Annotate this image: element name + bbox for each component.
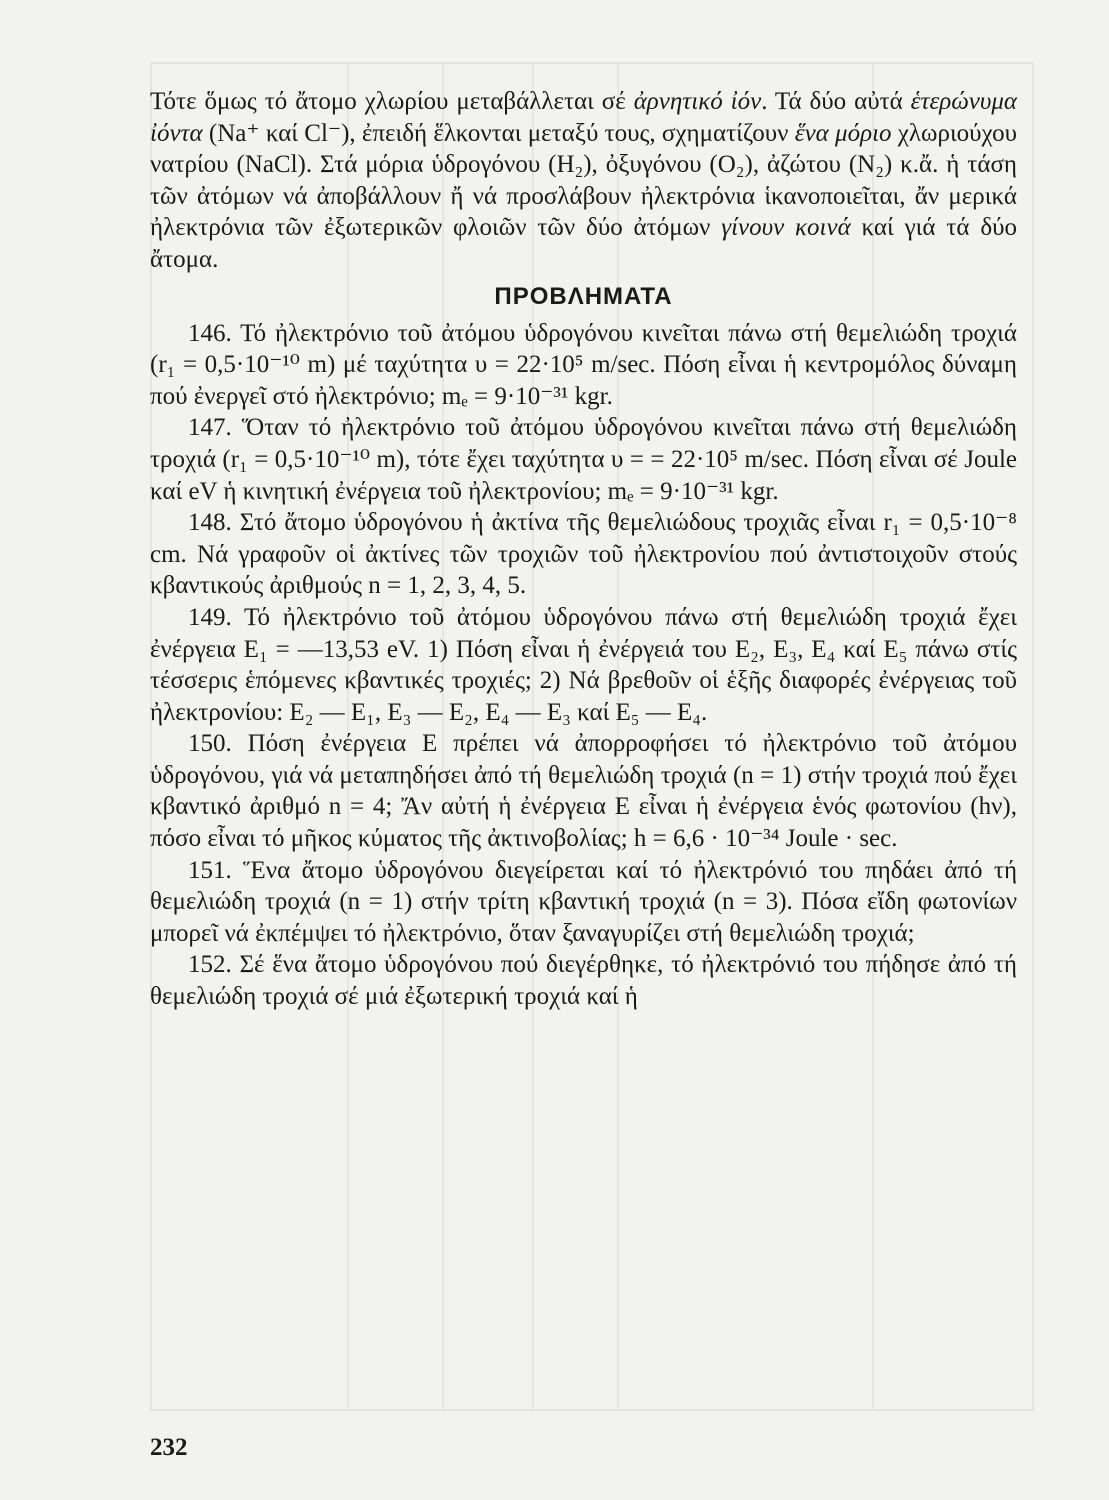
text-block [150,86,1017,1013]
problem-146: 146. Τό ἠλεκτρόνιο τοῦ ἀτόμου ὑδρογόνου κινεῖται πάνω στή θεμελιώδη τροχιά (r₁ = 0,5·10⁻¹⁰ m) μέ ταχύτητα υ = 22·10⁵ m/sec. Πόση εἶναι ἡ κεντρομόλος δύναμη πού ἐνεργεῖ στό ἠλεκτρόνιο; mₑ = 9·10⁻³¹ kgr. [150,319,1017,410]
problem-149: 149. Τό ἠλεκτρόνιο τοῦ ἀτόμου ὑδρογόνου πάνω στή θεμελιώδη τροχιά ἔχει ἐνέργεια E₁ = —13,53 eV. 1) Πόση εἶναι ἡ ἐνέργειά του E₂, E₃, E₄ καί E₅ πάνω στίς τέσσερις ἑπόμενες κβαντικές τροχιές; 2) Νά βρεθοῦν οἱ ἑξῆς διαφορές ἐνέργειας τοῦ ἠλεκτρονίου: E₂ — E₁, E₃ — E₂, E₄ — E₃ καί E₅ — E₄. [150,603,1017,726]
page-number: 232 [150,1434,188,1461]
section-heading: ΠΡΟΒΛΗΜΑΤΑ [494,282,673,310]
problem-152: 152. Σέ ἕνα ἄτομο ὑδρογόνου πού διεγέρθηκε, τό ἠλεκτρόνιό του πήδησε ἀπό τή θεμελιώδη τροχιά σέ μιά ἐξωτερική τροχιά καί ἡ [150,951,1017,1011]
problem-148: 148. Στό ἄτομο ὑδρογόνου ἡ ἀκτίνα τῆς θεμελιώδους τροχιᾶς εἶναι r₁ = 0,5·10⁻⁸ cm. Νά γραφοῦν οἱ ἀκτίνες τῶν τροχιῶν τοῦ ἠλεκτρονίου πού ἀντιστοιχοῦν στούς κβαντικούς ἀριθμούς n = 1, 2, 3, 4, 5. [150,509,1018,600]
problem-147: 147. Ὅταν τό ἠλεκτρόνιο τοῦ ἀτόμου ὑδρογόνου κινεῖται πάνω στή θεμελιώδη τροχιά (r₁ = 0,5·10⁻¹⁰ m), τότε ἔχει ταχύτητα υ = = 22·10⁵ m/sec. Πόση εἶναι σέ Joule καί eV ἡ κινητική ἐνέργεια τοῦ ἠλεκτρονίου; mₑ = 9·10⁻³¹ kgr. [150,414,1017,505]
problem-151: 151. Ἕνα ἄτομο ὑδρογόνου διεγείρεται καί τό ἠλεκτρόνιό του πηδάει ἀπό τή θεμελιώδη τροχιά (n = 1) στήν τρίτη κβαντική τροχιά (n = 3). Πόσα εἴδη φωτονίων μπορεῖ νά ἐκπέμψει τό ἠλεκτρόνιο, ὅταν ξαναγυρίζει στή θεμελιώδη τροχιά; [150,856,1018,947]
intro-paragraph: Τότε ὅμως τό ἄτομο χλωρίου μεταβάλλεται σέ ἀρνητικό ἰόν. Τά δύο αὐτά ἑτερώνυμα ἰόντα (Na⁺ καί Cl⁻), ἐπειδή ἕλκονται μεταξύ τους, σχηματίζουν ἕνα μόριο χλωριούχου νατρίου (NaCl). Στά μόρια ὑδρογόνου (H₂), ὀξυγόνου (O₂), ἀζώτου (N₂) κ.ἄ. ἡ τάση τῶν ἀτόμων νά ἀποβάλλουν ἤ νά προσλάβουν ἠλεκτρόνια ἱκανοποιεῖται, ἄν μερικά ἠλεκτρόνια τῶν ἐξωτερικῶν φλοιῶν τῶν δύο ἀτόμων γίνουν κοινά καί γιά τά δύο ἄτομα. [150,88,1017,273]
problem-150: 150. Πόση ἐνέργεια E πρέπει νά ἀπορροφήσει τό ἠλεκτρόνιο τοῦ ἀτόμου ὑδρογόνου, γιά νά μεταπηδήσει ἀπό τή θεμελιώδη τροχιά (n = 1) στήν τροχιά πού ἔχει κβαντικό ἀριθμό n = 4; Ἄν αὐτή ἡ ἐνέργεια E εἶναι ἡ ἐνέργεια ἑνός φωτονίου (hν), πόσο εἶναι τό μῆκος κύματος τῆς ἀκτινοβολίας; h = 6,6 · 10⁻³⁴ Joule · sec. [150,730,1017,853]
